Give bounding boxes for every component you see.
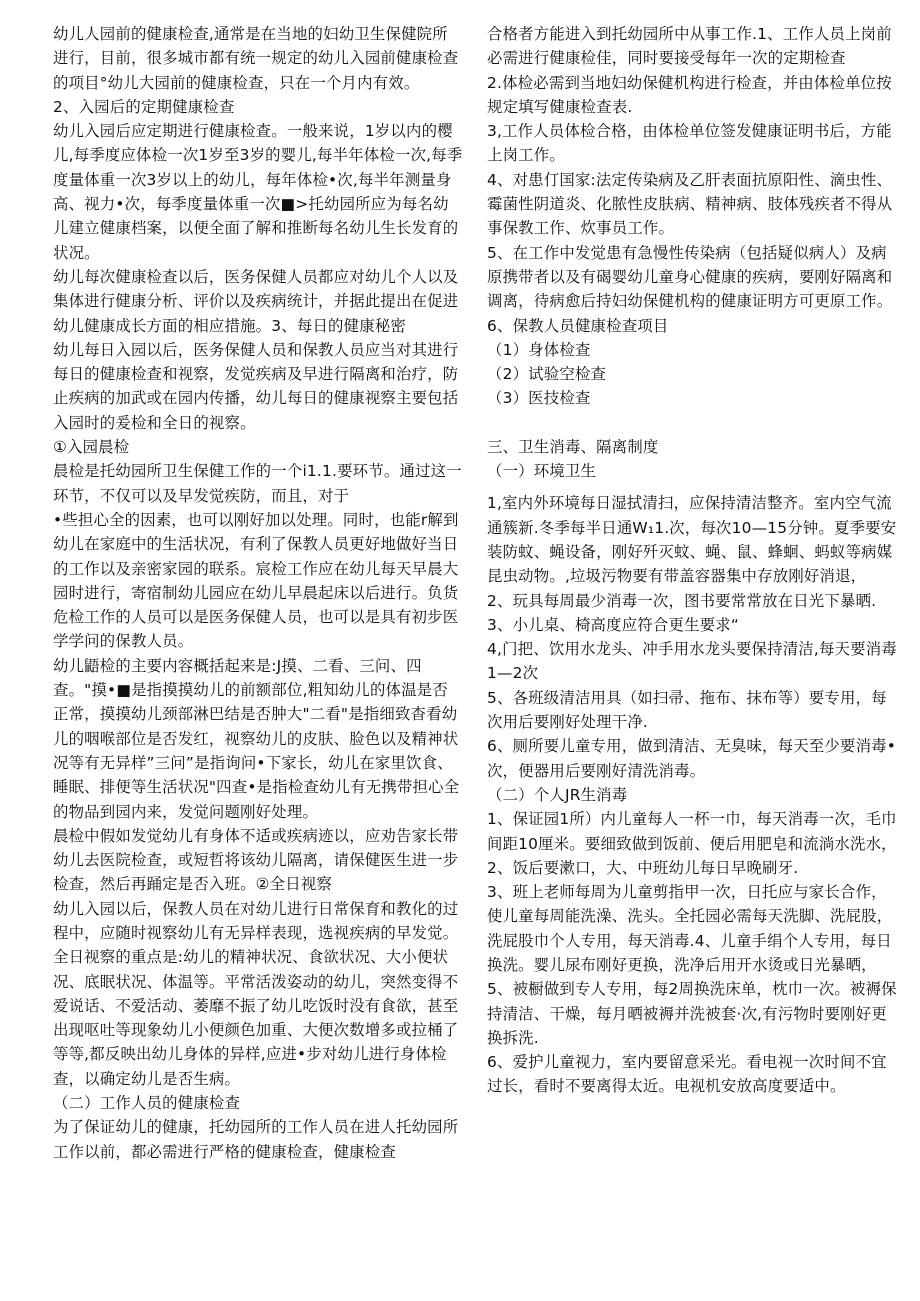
paragraph: 晨检是托幼园所卫生保健工作的一个i1.1.要环节。通过这一环节，不仅可以及早发觉疾防，而且，对于	[53, 462, 462, 505]
section-heading: （二）工作人员的健康检查	[53, 1094, 241, 1113]
paragraph: 幼儿入园以后，保教人员在对幼儿进行日常保育和教化的过程中，应随时视察幼儿有无异样表现，选视疾病的早发觉。全日视察的重点是:幼儿的精神状况、食欲状况、大小便状况、底眠状况、体温等。平常活泼姿动的幼儿，突然变得不爱说话、不爱活动、萎靡不振了幼儿吃饭时没有食欲，甚至出现呕吐等现象幼儿小便颜色加重、大便次数增多或拉桶了等等,都反映出幼儿身体的异样,应进•步对幼儿进行身体检查，以确定幼儿是否生病。	[53, 899, 459, 1088]
paragraph: 3、小儿桌、椅高度应符合更生要求“	[487, 615, 740, 634]
paragraph: 6、爱护儿童视力，室内要留意采光。看电视一次时间不宜过长，看时不要离得太近。电视机安放高度要适中。	[487, 1053, 887, 1096]
section-heading: 6、保教人员健康检查项目	[487, 316, 669, 335]
paragraph: 5、在工作中发觉患有急慢性传染病（包括疑似病人）及病原携带者以及有碣婴幼儿童身心健康的疾病，要刚好隔离和调离，待病愈后持妇幼保健机构的健康证明方可更原工作。	[487, 243, 893, 311]
paragraph: 5、被橱做到专人专用，每2周换洗床单，枕巾一次。被褥保持清洁、干燥，每月晒被褥并洗被套·次,有污物时要刚好更换拆洗.	[487, 980, 897, 1047]
paragraph: 6、厕所要儿童专用，做到清洁、无臭味，每天至少要消毒•次，便器用后要刚好清洗消毒。	[487, 737, 897, 780]
paragraph: 3、班上老师每周为儿童剪指甲一次，日托应与家长合作，使儿童每周能洗澡、洗头。全托园必需每天洗脚、洗屁股，洗屁股巾个人专用，每天消毒.4、儿童手绢个人专用，每日换洗。婴儿尿布刚好更换，洗净后用开水烫或日光暴晒，	[487, 883, 893, 974]
paragraph: 为了保证幼儿的健康，托幼园所的工作人员在进人托幼园所工作以前，都必需进行严格的健康检查，健康检查	[53, 1118, 459, 1161]
paragraph: 4、对患仃国家:法定传染病及乙肝表面抗原阳性、滴虫性、霉菌性阴道炎、化脓性皮肤病、精神病、肢体残疾者不得从事保教工作、炊事员工作。	[487, 170, 893, 238]
paragraph: 2、玩具每周最少消毒一次，图书要常常放在日光下暴晒.	[487, 591, 877, 610]
paragraph: 幼儿每日入园以后，医务保健人员和保教人员应当对其进行每日的健康检查和视察，发觉疾病及早进行隔离和治疗，防止疾病的加武或在园内传播，幼儿每日的健康视察主要包括入园时的爰检和全日的视察。	[53, 340, 459, 432]
right-column	[487, 22, 897, 1099]
section-heading: 2、入园后的定期健康检查	[53, 97, 235, 116]
section-heading: （一）环境卫生	[487, 462, 597, 481]
paragraph: 4,门把、饮用水龙头、冲手用水龙头要保持清洁,每天要消毒1—2次	[487, 640, 897, 683]
paragraph: 3,工作人员体检合格，由体检单位签发健康证明书后，方能上岗工作。	[487, 122, 892, 165]
list-item: （1）身体检查	[487, 340, 591, 359]
section-heading: ①入园晨检	[53, 438, 130, 457]
section-heading: （二）个人JR生消毒	[487, 785, 628, 804]
paragraph: 幼儿每次健康检查以后，医务保健人员都应对幼儿个人以及集体进行健康分析、评价以及疾病统计，并据此提出在促进幼儿健康成长方面的相应措施。3、每日的健康秘密	[53, 267, 459, 335]
list-item: （3）医技检查	[487, 389, 591, 408]
paragraph: 幼儿人园前的健康检查,通常是在当地的妇幼卫生保健院所进行，目前，很多城市都有统一规定的幼儿入园前健康检查的项目°幼儿大园前的健康检查，只在一个月内有效。	[53, 25, 459, 92]
paragraph: 1,室内外环境每日湿拭清扫，应保持清洁整齐。室内空气流通簇新.冬季每半日通W₁1.次，每次10—15分钟。夏季要安装防蚊、蝇设备，刚好歼灭蚊、蝇、鼠、蜂蛔、蚂蚁等病媒昆虫动物。,垃圾污物要有带盖容器集中存放刚好消退，	[487, 494, 897, 586]
paragraph: 幼儿入园后应定期进行健康检查。一般来说，1岁以内的樱儿,每季度应体检一次1岁至3岁的婴儿,每半年体检一次,每季度量体重一次3岁以上的幼儿，每年体检•次,每半年测量身高、视力•次，每季度量体重一次■>托幼园所应为每名幼儿建立健康档案，以便全面了解和推断每名幼儿生长发育的状况。	[53, 122, 463, 262]
paragraph: 晨检中假如发觉幼儿有身体不适或疾病迹以，应劝告家长带幼儿去医院检查，或短哲将该幼儿隔离，请保健医生进一步检查，然后再踊定是否入班。②全日视察	[53, 826, 459, 894]
list-item: （2）试验空检查	[487, 365, 607, 384]
paragraph: 幼儿鼯检的主要内容概括起来是:J摸、二看、三问、四查。"摸•■是指摸摸幼儿的前额部位,粗知幼儿的体温是否正常，摸摸幼儿颈部淋巴结是否肿大"二看"是指细致杳看幼儿的咽喉部位是否发红，视察幼儿的皮肤、脸色以及精神状况等有无异样”三问”是指询问•下家长，幼儿在家里饮食、睡眠、排便等生活状况"四查•是指检查幼儿有无携带担心全的物品到园内来，发觉问题刚好处理。	[53, 656, 460, 821]
paragraph: 1、保证园1所）内儿童每人一杯一巾，每天消毒一次，毛巾间距10厘米。要细致做到饭前、便后用肥皂和流淌水洗水，	[487, 810, 897, 853]
paragraph: 2、饭后要漱口，大、中班幼儿每日早晚刷牙.	[487, 858, 799, 877]
paragraph: •些担心全的因素，也可以刚好加以处理。同时，也能r解到幼儿在家庭中的生活状况，有利了保教人员更好地做好当日的工作以及亲密家园的联系。宸检工作应在幼儿每天早晨大园时进行，寄宿制幼儿园应在幼儿早晨起床以后进行。负货危检工作的人员可以是医务保健人员，也可以是具有初步医学学问的保教人员。	[53, 510, 459, 651]
spacer	[487, 483, 897, 491]
paragraph: 2.体检必需到当地妇幼保健机构进行检查，并由体检单位按规定填写健康检查表.	[487, 73, 892, 116]
paragraph: 5、各班级清洁用具（如扫帚、拖布、抹布等）要专用，每次用后要刚好处理干净.	[487, 688, 887, 732]
section-heading: 三、卫生消毒、隔离制度	[487, 437, 659, 456]
paragraph: 合格者方能进入到托幼园所中从事工作.1、工作人员上岗前必需进行健康检佳，同时要接受每年一次的定期检查	[487, 25, 892, 68]
left-column	[53, 22, 463, 1164]
spacer	[487, 411, 897, 435]
